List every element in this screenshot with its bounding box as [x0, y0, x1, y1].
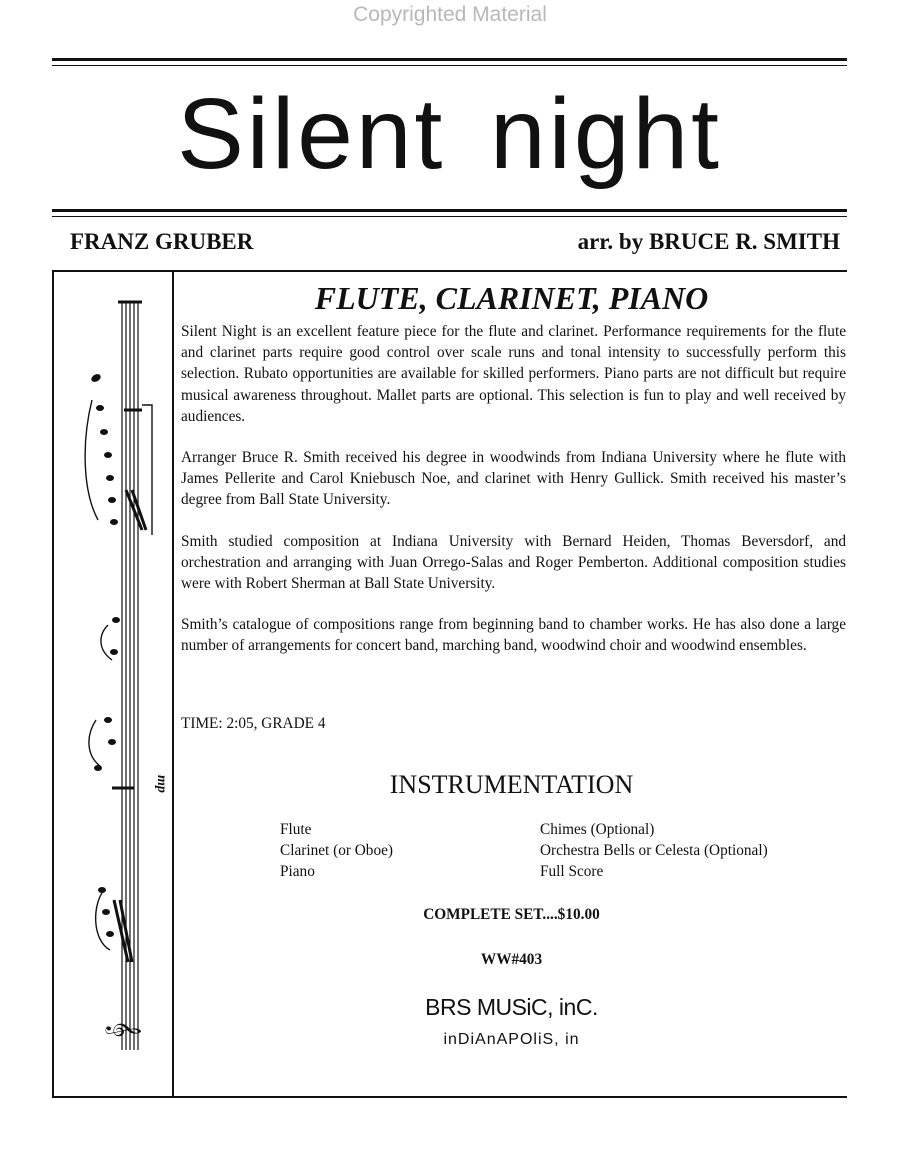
- top-rule-thin: [52, 65, 847, 66]
- watermark: Copyrighted Material: [353, 3, 547, 26]
- description-text: [181, 321, 846, 677]
- publisher-city: inDiAnAPOliS, in: [443, 1031, 580, 1048]
- composer-name: FRANZ GRUBER: [70, 229, 254, 254]
- mid-rule-thick: [52, 209, 847, 212]
- arranger-name: arr. by BRUCE R. SMITH: [577, 229, 840, 254]
- svg-text:𝄞: 𝄞: [106, 1020, 141, 1038]
- list-item: Piano: [280, 863, 315, 880]
- description-paragraph: Silent Night is an excellent feature piece for the flute and clarinet. Performance requirements for the flute and clarinet parts require good control over scale runs and tonal intensity to successfully perform this selection. Rubato opportunities are available for skilled performers. Piano parts are not difficult but require musical awareness throughout. Mallet parts are optional. This selection is fun to play and well received by audiences.: [181, 323, 846, 425]
- instrumentation-heading: INSTRUMENTATION: [389, 770, 634, 799]
- instrumentation-list-left: [280, 819, 393, 882]
- instrumentation-list-right: [540, 819, 768, 882]
- list-item: Chimes (Optional): [540, 821, 655, 838]
- time-grade: TIME: 2:05, GRADE 4: [181, 715, 326, 732]
- list-item: Flute: [280, 821, 312, 838]
- dynamic-marking: mp: [154, 775, 169, 793]
- music-staff-illustration: [62, 290, 170, 1070]
- price-label: COMPLETE SET....$10.00: [423, 906, 600, 923]
- description-paragraph: Smith studied composition at Indiana University with Bernard Heiden, Thomas Beversdorf, and orchestration and arranging with Juan Orrego-Salas and Roger Pemberton. Additional composition studies were with Robert Sherman at Ball State University.: [181, 532, 846, 593]
- list-item: Clarinet (or Oboe): [280, 842, 393, 859]
- catalog-number: WW#403: [480, 951, 543, 968]
- description-paragraph: Smith’s catalogue of compositions range from beginning band to chamber works. He has also done a large number of arrangements for concert band, marching band, woodwind choir and woodwind ensembles.: [181, 616, 846, 655]
- page-title: Silent night: [177, 78, 722, 190]
- description-paragraph: Arranger Bruce R. Smith received his degree in woodwinds from Indiana University where he flute with James Pellerite and Carol Kniebusch Noe, and clarinet with Henry Gullick. Smith received his master’s degree from Ball State University.: [181, 449, 846, 509]
- instruments-heading: FLUTE, CLARINET, PIANO: [314, 280, 709, 316]
- column-divider: [172, 272, 174, 1096]
- publisher-name: BRS MUSiC, inC.: [425, 994, 598, 1020]
- list-item: Orchestra Bells or Celesta (Optional): [540, 842, 768, 859]
- top-rule-thick: [52, 58, 847, 61]
- list-item: Full Score: [540, 863, 604, 880]
- mid-rule-thin: [52, 216, 847, 217]
